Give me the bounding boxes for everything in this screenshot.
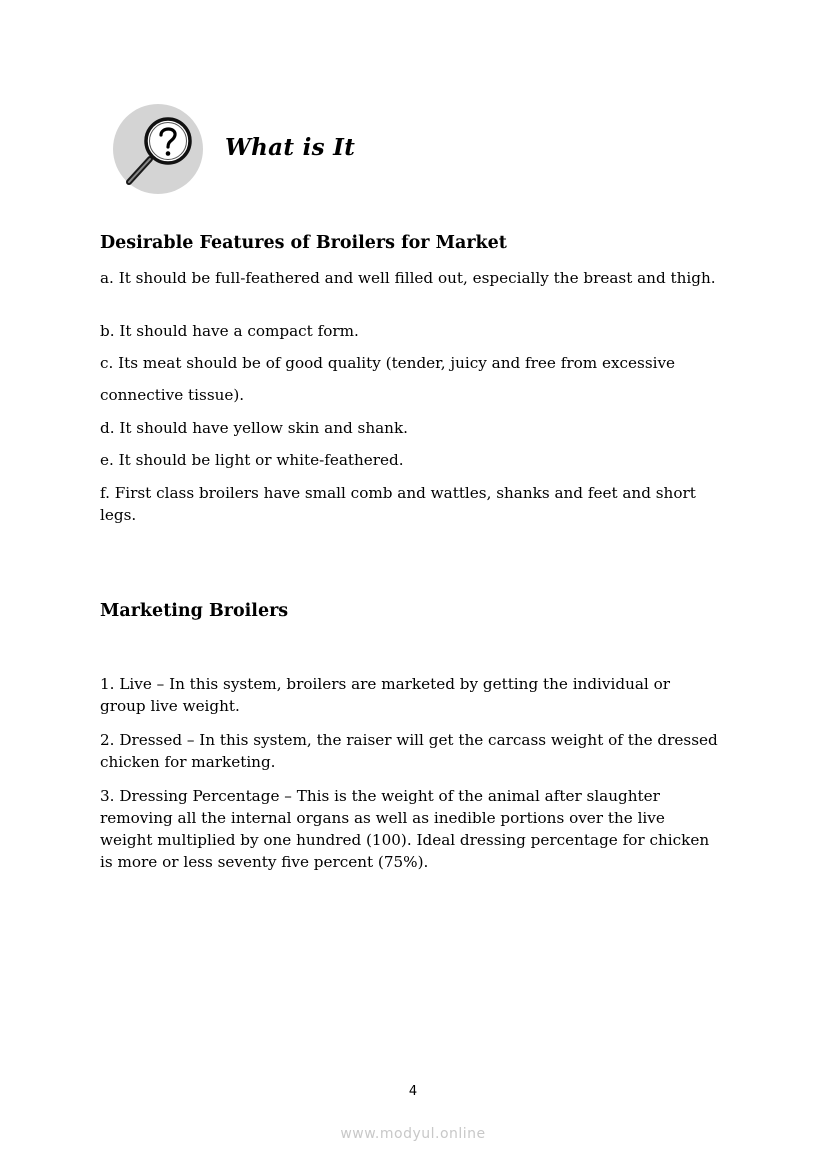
- list-item: 2. Dressed – In this system, the raiser will get the carcass weight of the dressed chicken for marketing.: [100, 731, 718, 771]
- list-item: c. Its meat should be of good quality (tender, juicy and free from excessive: [100, 354, 676, 372]
- list-item: connective tissue).: [100, 386, 245, 404]
- list-item: 3. Dressing Percentage – This is the weight of the animal after slaughter removing all the internal organs as well as inedible portions over the live weight multiplied by one hundred (100). Ideal dressing percentage for chicken is more or less seventy five percent (75%).: [100, 787, 710, 871]
- watermark: www.modyul.online: [340, 1126, 486, 1142]
- section-title: What is It: [225, 134, 356, 161]
- features-heading: Desirable Features of Broilers for Market: [100, 233, 507, 253]
- list-item: d. It should have yellow skin and shank.: [100, 419, 408, 437]
- marketing-heading: Marketing Broilers: [100, 601, 289, 621]
- list-item: 1. Live – In this system, broilers are marketed by getting the individual or group live weight.: [100, 675, 670, 715]
- list-item: b. It should have a compact form.: [100, 322, 359, 340]
- list-item: f. First class broilers have small comb and wattles, shanks and feet and short legs.: [100, 484, 696, 524]
- page-number: 4: [408, 1084, 418, 1099]
- list-item: a. It should be full-feathered and well filled out, especially the breast and thigh.: [100, 269, 716, 287]
- list-item: e. It should be light or white-feathered.: [100, 451, 404, 469]
- magnifier-question-icon: [112, 103, 204, 195]
